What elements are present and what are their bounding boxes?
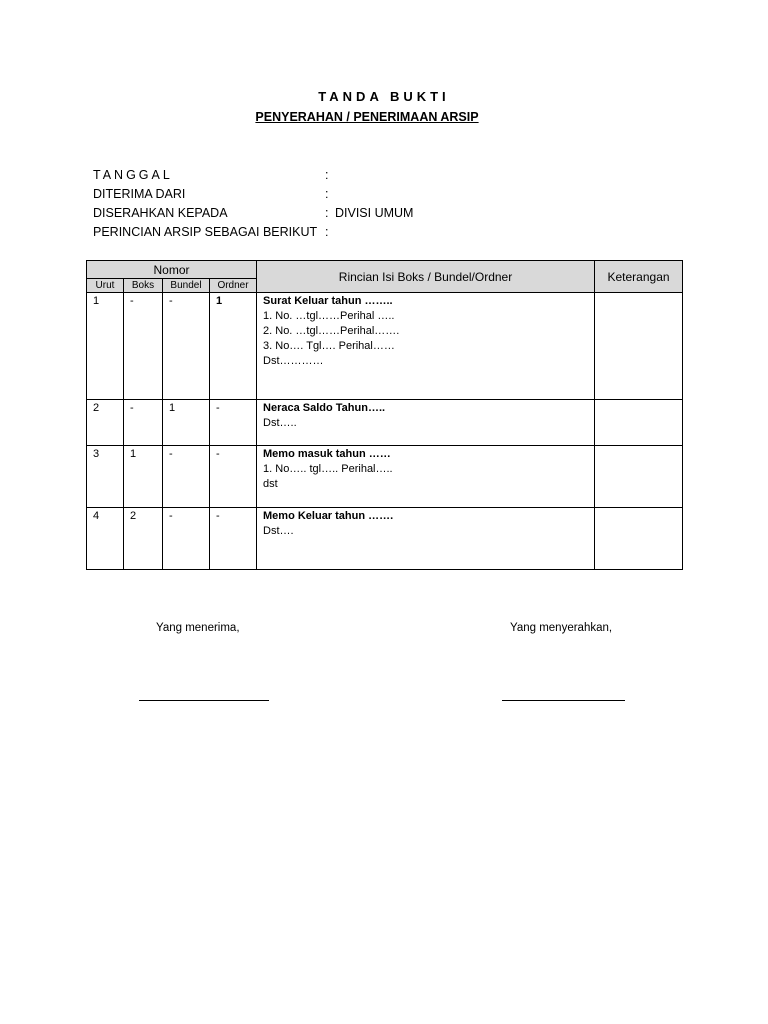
cell-ordner: - — [210, 508, 257, 570]
field-tanggal — [93, 167, 593, 186]
header-urut: Urut — [87, 279, 124, 293]
cell-keterangan — [595, 508, 683, 570]
document-subtitle: PENYERAHAN / PENERIMAAN ARSIP — [255, 110, 479, 124]
rincian-line: Dst…. — [263, 525, 294, 537]
cell-bundel: - — [163, 293, 210, 400]
header-ordner: Ordner — [210, 279, 257, 293]
cell-rincian — [257, 400, 595, 446]
field-colon: : — [325, 225, 329, 239]
header-bundel: Bundel — [163, 279, 210, 293]
table-header-row — [87, 261, 683, 279]
cell-boks: 1 — [124, 446, 163, 508]
field-colon: : — [325, 187, 329, 201]
rincian-line: dst — [263, 478, 278, 490]
rincian-line: Dst………… — [263, 355, 324, 367]
rincian-line: 2. No. …tgl……Perihal……. — [263, 325, 400, 337]
table-row — [87, 446, 683, 508]
cell-rincian — [257, 293, 595, 400]
cell-boks: - — [124, 293, 163, 400]
cell-urut: 2 — [87, 400, 124, 446]
rincian-line: 3. No…. Tgl…. Perihal…… — [263, 340, 395, 352]
cell-keterangan — [595, 446, 683, 508]
sender-label: Yang menyerahkan, — [510, 622, 613, 634]
rincian-title: Memo masuk tahun …… — [263, 448, 391, 460]
cell-urut: 1 — [87, 293, 124, 400]
receiver-label: Yang menerima, — [156, 622, 240, 634]
field-label: TANGGAL — [93, 168, 173, 182]
header-boks: Boks — [124, 279, 163, 293]
cell-keterangan — [595, 400, 683, 446]
cell-keterangan — [595, 293, 683, 400]
cell-bundel: 1 — [163, 400, 210, 446]
field-value: DIVISI UMUM — [335, 206, 414, 220]
cell-boks: - — [124, 400, 163, 446]
cell-ordner: 1 — [210, 293, 257, 400]
cell-bundel: - — [163, 508, 210, 570]
field-label: PERINCIAN ARSIP SEBAGAI BERIKUT — [93, 225, 318, 239]
field-label: DITERIMA DARI — [93, 187, 186, 201]
cell-ordner: - — [210, 400, 257, 446]
table-row — [87, 400, 683, 446]
table-row — [87, 508, 683, 570]
cell-rincian — [257, 446, 595, 508]
rincian-line: 1. No….. tgl….. Perihal….. — [263, 463, 393, 475]
cell-urut: 4 — [87, 508, 124, 570]
archive-table — [86, 260, 683, 570]
sender-signature-line — [502, 700, 625, 701]
rincian-title: Surat Keluar tahun …….. — [263, 295, 393, 307]
cell-urut: 3 — [87, 446, 124, 508]
rincian-line: 1. No. …tgl……Perihal ….. — [263, 310, 395, 322]
cell-ordner: - — [210, 446, 257, 508]
field-perincian-arsip — [93, 224, 593, 243]
cell-rincian — [257, 508, 595, 570]
field-diserahkan-kepada — [93, 205, 593, 224]
cell-bundel: - — [163, 446, 210, 508]
field-diterima-dari — [93, 186, 593, 205]
header-keterangan: Keterangan — [595, 261, 683, 293]
header-nomor: Nomor — [87, 261, 257, 279]
field-colon: : — [325, 206, 329, 220]
field-colon: : — [325, 168, 329, 182]
rincian-line: Dst….. — [263, 417, 297, 429]
header-rincian: Rincian Isi Boks / Bundel/Ordner — [257, 261, 595, 293]
rincian-title: Neraca Saldo Tahun….. — [263, 402, 386, 414]
field-label: DISERAHKAN KEPADA — [93, 206, 228, 220]
document-title: TANDA BUKTI — [318, 89, 450, 104]
cell-boks: 2 — [124, 508, 163, 570]
table-row — [87, 293, 683, 400]
form-fields — [93, 167, 593, 243]
receiver-signature-line — [139, 700, 269, 701]
rincian-title: Memo Keluar tahun ……. — [263, 510, 394, 522]
